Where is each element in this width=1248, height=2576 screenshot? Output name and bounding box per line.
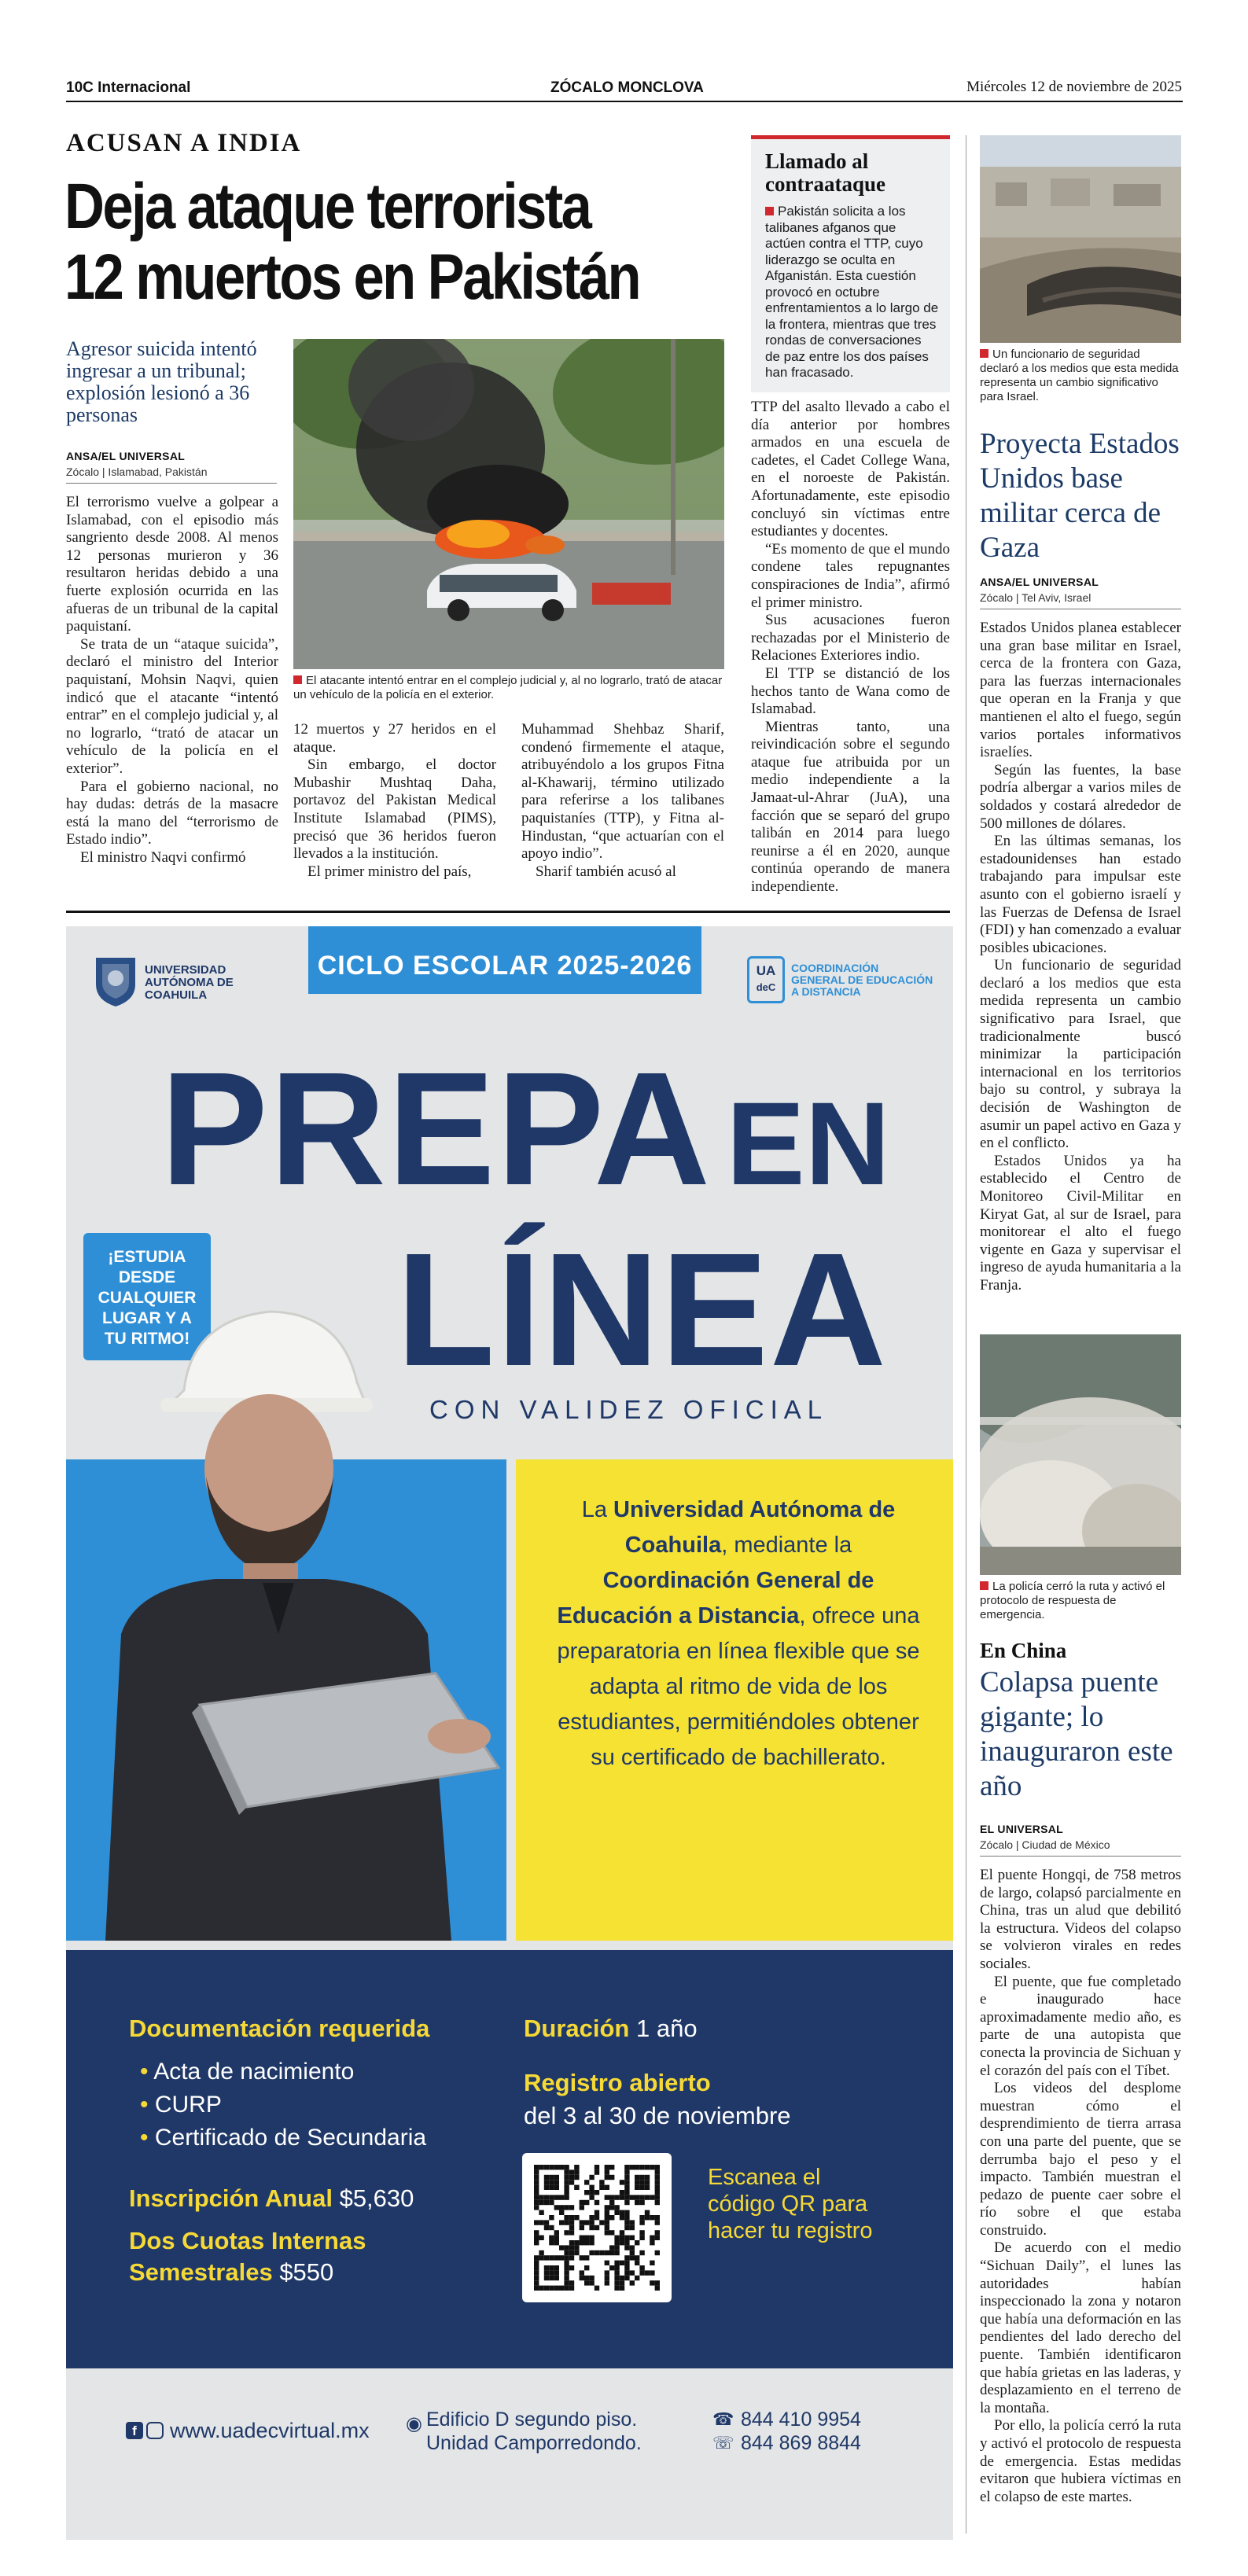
- gaza-p4: Un funcionario de seguridad declaró a los medios que esta medida representa un cambio significativo para Israel, que tradicionalmente buscó minimizar la participación internacional en los territorios bajo su control, y subraya la decisión de Washington de asumir un papel activo en Gaza y en el conflicto.: [980, 957, 1181, 1152]
- inscripcion: [129, 2184, 414, 2213]
- sidebar-box-text-content: Pakistán solicita a los talibanes afganos que actúen contra el TTP, cuyo liderazgo se oculta en Afganistán. Esta cuestión provocó en octubre enfrentamientos a lo largo de la frontera, mientras que tres rondas de conversaciones de paz entre los dos países han fracasado.: [765, 204, 939, 380]
- gaza-credit: ANSA/EL UNIVERSAL: [980, 576, 1099, 588]
- main-col-3: [521, 721, 724, 881]
- issue-date: Miércoles 12 de noviembre de 2025: [966, 79, 1182, 95]
- china-credit: EL UNIVERSAL: [980, 1823, 1064, 1835]
- ad-title-prepa: PREPA: [160, 1039, 712, 1219]
- ad-description-part-2: Universidad Autónoma de Coahuila: [613, 1497, 896, 1558]
- gaza-body: [980, 620, 1181, 1295]
- main-story-bottom-rule: [66, 911, 950, 913]
- ad-description: [554, 1492, 923, 1776]
- gaza-photo-illustration: [980, 135, 1181, 343]
- registro: [524, 2066, 791, 2133]
- explosion-photo-illustration: [293, 339, 724, 669]
- ad-address-line1: Edificio D segundo piso.: [426, 2409, 638, 2431]
- section-label: 10C Internacional: [66, 79, 191, 96]
- bridge-caption: [980, 1580, 1181, 1622]
- main-c3-p2: Sharif también acusó al: [536, 863, 676, 880]
- header-rule: [66, 101, 1183, 102]
- ad-description-part-3: , mediante la: [721, 1533, 852, 1558]
- main-c1-p3: Para el gobierno nacional, no hay dudas: detrás de la masacre está la mano del “terrorismo de Estado indio”.: [66, 778, 278, 848]
- china-headline: Colapsa puente gigante; lo inauguraron este año: [980, 1666, 1173, 1802]
- doc-list: [140, 2055, 426, 2155]
- qr-instructions: Escanea el código QR para hacer tu registro: [708, 2165, 873, 2243]
- gaza-p5: Estados Unidos ya ha establecido el Centro de Monitoreo Civil-Militar en Kiryat Gat, al sur de Israel, para monitorear el alto el fuego vigente en Gaza y supervisar el ingreso de ayuda humanitaria a la Franja.: [980, 1152, 1181, 1294]
- ad-address-line2: Unidad Camporredondo.: [426, 2432, 642, 2454]
- uadec-name: [145, 964, 234, 1002]
- gaza-p2: Según las fuentes, la base podría albergar a varios miles de soldados y costará alrededor de 500 millones de dólares.: [980, 761, 1181, 832]
- gaza-headline: Proyecta Estados Unidos base militar cerca de Gaza: [980, 428, 1180, 564]
- china-kicker: En China: [980, 1639, 1067, 1662]
- doc-item-1: • Acta de nacimiento: [140, 2059, 355, 2085]
- gaza-credit-place: Zócalo | Tel Aviv, Israel: [980, 591, 1092, 604]
- ad-description-part-4: Coordinación General de Educación a Distancia: [557, 1568, 874, 1628]
- main-c4-p5: Mientras tanto, una reivindicación sobre el segundo ataque fue atribuida por un medio independiente a la Jamaat-ul-Ahrar (JuA), una facción que se separó del grupo talibán en 2014 para luego reunirse a él en 2020, aunque continúa operando de manera independiente.: [751, 718, 950, 896]
- gaza-p3: En las últimas semanas, los estadounidenses han estado trabajando para impulsar este asunto con el gobierno israelí y las Fuerzas de Defensa de Israel (FDI) y han comenzado a evaluar posibles ubicaciones.: [980, 833, 1181, 956]
- ad-website[interactable]: www.uadecvirtual.mx: [170, 2419, 370, 2442]
- ad-title-line2: LÍNEA: [396, 1220, 888, 1400]
- coord-name-line3: A DISTANCIA: [791, 985, 861, 998]
- coord-name-line1: COORDINACIÓN: [791, 962, 879, 974]
- main-credit-place: Zócalo | Islamabad, Pakistán: [66, 466, 208, 478]
- main-credit: ANSA/EL UNIVERSAL: [66, 450, 186, 462]
- newspaper-name: ZÓCALO MONCLOVA: [550, 79, 704, 96]
- main-col-1: [66, 494, 278, 867]
- headline-line-2: 12 muertos en Pakistán: [64, 241, 640, 313]
- china-p1: El puente Hongqi, de 758 metros de largo, colapsó parcialmente en China, tras un alud que debilitó la estructura. Videos del colapso se volvieron virales en redes sociales.: [980, 1867, 1181, 1972]
- phone-icon: ☎: [712, 2409, 734, 2429]
- cuotas-line-2: Semestrales $550: [129, 2258, 334, 2286]
- main-c4-p1: TTP del asalto llevado a cabo el día anterior por hombres armados en una escuela de cadetes, el Cadet College Wana, en el noroeste de Pakistán. Afortunadamente, este episodio concluyó sin víctimas entre estudiantes y docentes.: [751, 399, 950, 540]
- sidebar-box: [751, 135, 950, 392]
- gaza-caption-marker: [980, 349, 988, 358]
- main-col-2: [293, 721, 496, 881]
- registro-label: Registro abierto: [524, 2069, 711, 2096]
- china-p5: Por ello, la policía cerró la ruta y activó el protocolo de respuesta de emergencia. Estas medidas evitaron que hubiera víctimas en el colapso de este martes.: [980, 2417, 1181, 2505]
- sidebar-box-text: [765, 204, 939, 381]
- ad-navy-panel: [66, 1950, 953, 2368]
- bridge-collapse-photo: [980, 1334, 1181, 1575]
- main-c4-p3: Sus acusaciones fueron rechazadas por el Ministerio de Relaciones Exteriores indio.: [751, 612, 950, 664]
- bridge-photo-illustration: [980, 1334, 1181, 1575]
- cuotas-label-1: Dos Cuotas Internas: [129, 2227, 366, 2254]
- main-c3-p1: Muhammad Shehbaz Sharif, condenó firmemente el ataque, atribuyéndolo a los grupos Fitna al-Khawarij, término utilizado para referirse a los talibanes paquistaníes (TTP), y Fitna al-Hindustan, “que actuarían con el apoyo indio”.: [521, 721, 724, 863]
- location-pin-icon: ◉: [406, 2413, 422, 2434]
- qr-code: [522, 2153, 672, 2302]
- ad-phone-1[interactable]: 844 410 9954: [741, 2409, 861, 2431]
- doc-item-2: • CURP: [140, 2092, 222, 2118]
- gaza-caption-text: Un funcionario de seguridad declaró a los medios que esta medida representa un cambio significativo para Israel.: [980, 348, 1179, 403]
- cuotas: [129, 2225, 366, 2288]
- main-kicker: ACUSAN A INDIA: [66, 129, 302, 157]
- caption-marker: [293, 675, 302, 684]
- uadec-name-line2: AUTÓNOMA DE: [145, 976, 234, 989]
- main-c2-p3: El primer ministro del país,: [307, 863, 472, 880]
- inscripcion-label: Inscripción Anual: [129, 2184, 333, 2212]
- main-c1-p1: El terrorismo vuelve a golpear a Islamabad, con el episodio más sangriento desde 2008. Al menos 12 personas murieron y 36 resultaron heridas debido a una fuerte explosión ocurrida en las afueras de un tribunal de la capital paquistaní.: [66, 494, 278, 635]
- ad-address: [426, 2408, 642, 2455]
- ad-validez: CON VALIDEZ OFICIAL: [429, 1395, 829, 1424]
- duration-value: 1 año: [635, 2015, 698, 2042]
- bridge-caption-marker: [980, 1581, 988, 1590]
- uadec-name-line1: UNIVERSIDAD: [145, 963, 226, 977]
- ad-phone-2[interactable]: 844 869 8844: [741, 2432, 861, 2454]
- main-c2-p1: 12 muertos y 27 heridos en el ataque.: [293, 721, 496, 756]
- explosion-caption: [293, 674, 724, 702]
- china-p2: El puente, que fue completado e inaugurado hace aproximadamente medio año, es parte de una autopista que conecta la provincia de Sichuan y el corazón del país con el Tíbet.: [980, 1973, 1181, 2079]
- explosion-photo: [293, 339, 724, 669]
- bridge-caption-text: La policía cerró la ruta y activó el protocolo de respuesta de emergencia.: [980, 1580, 1165, 1621]
- main-c1-p2: Se trata de un “ataque suicida”, declaró el ministro del Interior paquistaní, Mohsin Naqvi, quien indicó que el atacante “intentó entrar” en el complejo judicial y, al no lograrlo, “trató de atacar un vehículo de la policía en el exterior”.: [66, 635, 278, 777]
- main-c1-p4: El ministro Naqvi confirmó: [80, 848, 246, 866]
- main-c4-p2: “Es momento de que el mundo condene tales repugnantes conspiraciones de India”, afirmó el primer ministro.: [751, 540, 950, 611]
- gaza-caption: [980, 348, 1181, 404]
- cycle-banner: CICLO ESCOLAR 2025-2026: [308, 926, 701, 994]
- study-anywhere-badge: ¡ESTUDIA DESDE CUALQUIER LUGAR Y A TU RITMO!: [83, 1233, 211, 1360]
- china-p4: De acuerdo con el medio “Sichuan Daily”, el lunes las autoridades habían inspeccionado la zona y notaron que había una deformación en las pendientes del lado derecho del puente. También identificaron que había grietas en las laderas, y desplazamiento en el terreno de la montaña.: [980, 2239, 1181, 2416]
- duration: [524, 2015, 698, 2043]
- qr-code-icon: [522, 2153, 672, 2302]
- china-body: [980, 1867, 1181, 2506]
- main-c4-p4: El TTP se distanció de los hechos tanto de Wana como de Islamabad.: [751, 664, 950, 718]
- gaza-photo: [980, 135, 1181, 343]
- main-deck: Agresor suicida intentó ingresar a un tribunal; explosión lesionó a 36 personas: [66, 337, 257, 426]
- instagram-icon: [146, 2422, 164, 2439]
- inscripcion-value: $5,630: [339, 2184, 414, 2212]
- ad-title-en: EN: [726, 1077, 890, 1209]
- main-c2-p2: Sin embargo, el doctor Mubashir Mushtaq Daha, portavoz del Pakistan Medical Institute Islamabad (PIMS), precisó que 36 heridos fueron llevados a la institución.: [293, 756, 496, 863]
- ad-title-line1: [160, 1036, 890, 1222]
- ad-footer: [66, 2394, 953, 2469]
- ad-person-illustration: [90, 1264, 530, 1941]
- credit-rule: [66, 483, 277, 484]
- coord-abbr-2: deC: [756, 981, 776, 993]
- main-headline: [64, 171, 646, 313]
- ad-prepa-en-linea: [66, 926, 953, 2540]
- ad-description-part-1: La: [581, 1497, 614, 1522]
- uadec-shield-logo: [93, 955, 138, 1008]
- ad-phones: [741, 2408, 861, 2455]
- sidebar-box-marker: [765, 207, 774, 215]
- duration-label: Duración: [524, 2015, 630, 2042]
- sidebar-box-title: Llamado al contraataque: [765, 149, 885, 196]
- gaza-p1: Estados Unidos planea establecer una gran base militar en Israel, cerca de la frontera con Gaza, para las fuerzas internacionales que operan en la Franja y que mantienen el alto el fuego, según varios portales informativos israelíes.: [980, 620, 1181, 761]
- doc-item-3: • Certificado de Secundaria: [140, 2125, 427, 2151]
- explosion-caption-text: El atacante intentó entrar en el complejo judicial y, al no lograrlo, trató de atacar un vehículo de la policía en el exterior.: [293, 674, 723, 701]
- china-p3: Los videos del desplome muestran cómo el desprendimiento de tierra arrasa con una parte del puente, que se derrumba bajo el peso y el impacto. También muestran el pedazo de puente caer sobre el río sobre el que estaba construido.: [980, 2080, 1181, 2239]
- uadec-shield-icon: [93, 955, 138, 1008]
- headline-line-1: Deja ataque terrorista: [64, 171, 591, 242]
- china-credit-place: Zócalo | Ciudad de México: [980, 1838, 1110, 1851]
- engineer-with-laptop-icon: [90, 1264, 530, 1941]
- main-col-4: [751, 399, 950, 896]
- ad-description-part-5: , ofrece una preparatoria en línea flexible que se adapta al ritmo de vida de los estudiantes, permitiéndoles obtener su certificado de bachillerato.: [557, 1603, 920, 1770]
- whatsapp-icon: ☏: [712, 2433, 734, 2453]
- uadec-name-line3: COAHUILA: [145, 988, 208, 1002]
- doc-title: Documentación requerida: [129, 2015, 430, 2042]
- coord-name: [791, 962, 933, 998]
- facebook-icon: f: [126, 2422, 143, 2439]
- registro-value: del 3 al 30 de noviembre: [524, 2102, 791, 2129]
- china-credit-rule: [980, 1856, 1181, 1857]
- coord-logo-badge: [747, 956, 785, 1003]
- coord-abbr-1: UA: [756, 963, 776, 978]
- coord-name-line2: GENERAL DE EDUCACIÓN: [791, 973, 933, 986]
